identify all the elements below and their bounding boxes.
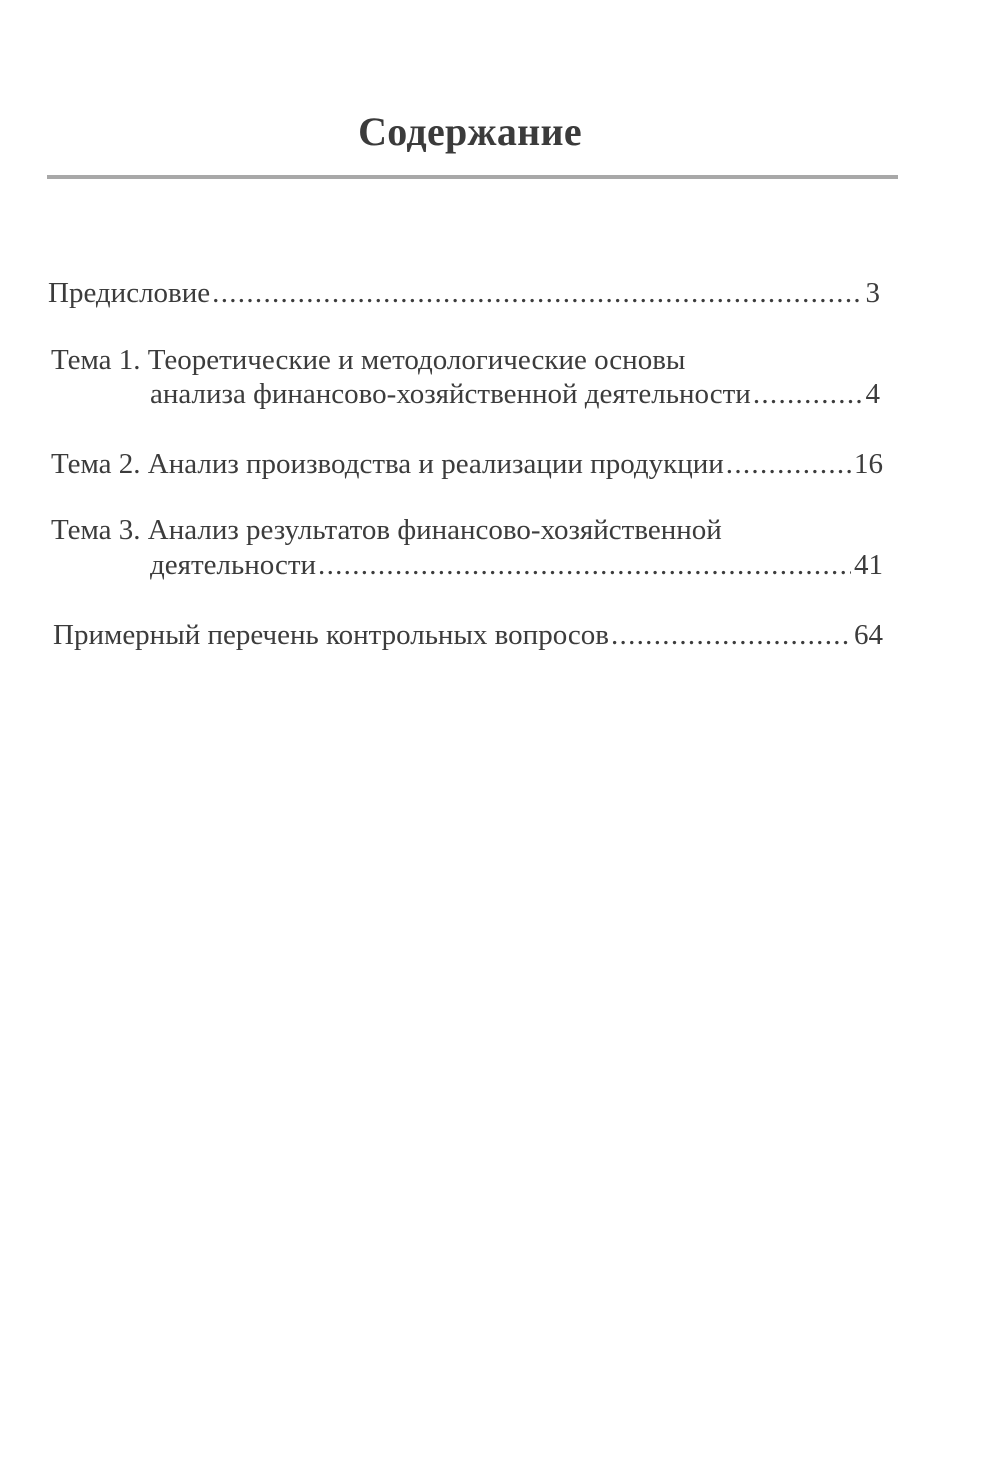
toc-entry-label-continued: анализа финансово-хозяйственной деятельности xyxy=(150,378,751,410)
toc-entry-label-continued: деятельности xyxy=(150,549,317,581)
toc-entry-prefix: Тема 3. xyxy=(51,514,141,546)
title-divider xyxy=(47,175,898,179)
dot-leader xyxy=(726,446,851,482)
toc-entry-prefix: Тема 1. xyxy=(51,344,141,376)
dot-leader xyxy=(611,617,851,653)
toc-entry-topic-1-first-line[interactable] xyxy=(51,342,685,378)
toc-entry-page: 16 xyxy=(854,448,883,480)
toc-entry-label: Тема 2. Анализ производства и реализации продукции xyxy=(51,448,724,480)
toc-entry-preface[interactable] xyxy=(48,275,880,311)
toc-entry-label: Примерный перечень контрольных вопросов xyxy=(53,619,609,651)
toc-entry-page: 4 xyxy=(865,378,880,410)
page-title: Содержание xyxy=(358,109,582,154)
toc-entry-topic-1-second-line[interactable] xyxy=(150,376,880,412)
toc-entry-topic-3-first-line[interactable] xyxy=(51,512,722,548)
dot-leader xyxy=(753,376,863,412)
toc-entry-page: 64 xyxy=(854,619,883,651)
toc-entry-topic-3-second-line[interactable] xyxy=(150,547,883,583)
toc-entry-page: 3 xyxy=(865,277,880,309)
dot-leader xyxy=(318,547,851,583)
dot-leader xyxy=(212,275,862,311)
toc-entry-page: 41 xyxy=(854,549,883,581)
toc-entry-review-questions[interactable] xyxy=(53,617,883,653)
toc-entry-label: Теоретические и методологические основы xyxy=(147,344,686,376)
toc-entry-topic-2[interactable] xyxy=(51,446,883,482)
toc-entry-label: Предисловие xyxy=(48,277,211,309)
toc-entry-label: Анализ результатов финансово-хозяйственной xyxy=(147,514,722,546)
